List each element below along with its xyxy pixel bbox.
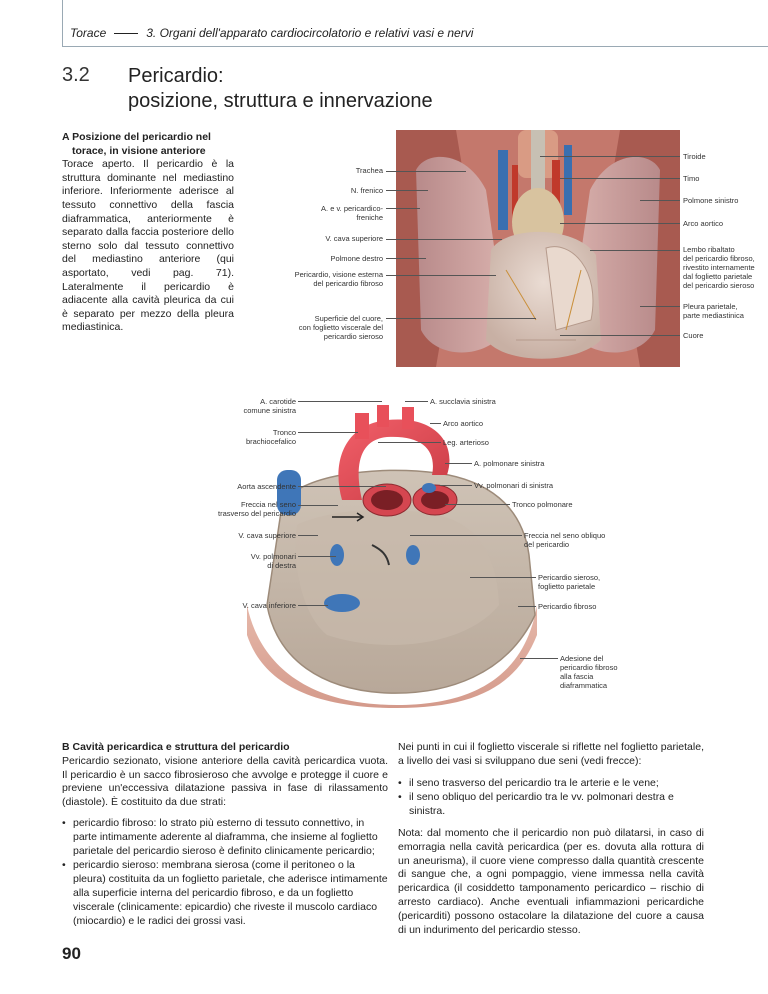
figure-a-caption — [62, 131, 234, 335]
label-heart-surface-visceral: Superficie del cuore, con foglietto viscerale del pericardio sieroso — [298, 314, 383, 341]
leader-thyroid — [540, 156, 680, 157]
leader-heart — [560, 335, 680, 336]
leader-fibrous-external — [386, 275, 496, 276]
leader-transverse-sinus — [298, 505, 338, 506]
leader-pulmonary-trunk — [445, 504, 510, 505]
section-title — [128, 64, 528, 114]
list-item: • pericardio sieroso: membrana sierosa (come il peritoneo o la pleura) costituita da un foglietto parietale, che aderisce intimamente alla superficie interna del pericardio fibroso, e da un foglietto viscerale (clinicamente: epicardio) che riveste il muscolo cardiaco (miocardio) e le radici dei grossi vasi. — [62, 859, 388, 928]
label-aortic-arch-a: Arco aortico — [683, 219, 724, 228]
label-brachiocephalic-trunk: Tronco brachiocefalico — [245, 428, 296, 446]
leader-aortic-arch-b — [430, 423, 441, 424]
label-fibrous-pericardium-external: Pericardio, visione esterna del pericardio fibroso — [294, 270, 383, 288]
leader-phrenic-nerve — [386, 190, 428, 191]
left-subclavian — [402, 407, 414, 429]
leader-ligamentum — [378, 442, 441, 443]
section-number: 3.2 — [62, 64, 90, 86]
figure-b-intro: Pericardio sezionato, visione anteriore della cavità pericardica vuota. Il pericardio è un sacco fibrosieroso che avvolge e protegge il cuore e previene un'eccessiva dilatazione passiva in fase di rilassamento (diastole). È costituito da due strati: — [62, 754, 388, 809]
label-left-pulmonary-veins: Vv. polmonari di sinistra — [474, 481, 554, 490]
label-aortic-arch-b: Arco aortico — [443, 419, 484, 428]
label-thymus: Timo — [683, 174, 700, 183]
figure-b-heading: B Cavità pericardica e struttura del pericardio — [62, 741, 290, 753]
leader-mediastinal-pleura — [640, 306, 680, 307]
figure-a-caption-heading-2: torace, in visione anteriore — [72, 144, 206, 157]
left-pulmonary-veins — [422, 483, 436, 493]
label-diaphragmatic-adhesion: Adesione del pericardio fibroso alla fascia diaframmatica — [560, 654, 618, 690]
leader-pericardiacophrenic — [386, 208, 420, 209]
clinical-note: Nota: dal momento che il pericardio non può dilatarsi, in caso di emorragia nella cavità pericardica (per es. dovuta alla rottura di un aneurisma), il cuore viene compresso dalla quantità crescente di sangue che, a ogni pompaggio, viene immessa nella cavità pericardica (il cosiddetto tamponamento pericardico – rischio di arresto cardiaco). Anche eventuali infiammazioni pericardiche (pericarditi) possono ostacolare la dilatazione del cuore a causa di un indurimento del pericardio stesso. — [398, 826, 704, 936]
leader-oblique-sinus — [410, 535, 522, 536]
leader-aortic-arch-a — [560, 223, 680, 224]
label-thyroid: Tiroide — [683, 152, 706, 161]
header-chapter: Torace — [70, 26, 107, 40]
header-section: 3. Organi dell'apparato cardiocircolatorio e relativi vasi e nervi — [146, 26, 474, 40]
header-rule-vertical — [62, 0, 63, 46]
leader-left-lung — [640, 200, 680, 201]
sinuses-text — [398, 741, 704, 937]
leader-left-pulmonary-artery — [445, 463, 472, 464]
figure-a-illustration — [396, 130, 680, 367]
label-left-pulmonary-artery: A. polmonare sinistra — [474, 459, 545, 468]
label-right-lung: Polmone destro — [330, 254, 383, 263]
label-inferior-vena-cava: V. cava inferiore — [242, 601, 296, 610]
label-ligamentum-arteriosum: Leg. arterioso — [443, 438, 489, 447]
figure-a-caption-text: Torace aperto. Il pericardio è la struttura dominante nel mediastino inferiore. Inferiormente aderisce al tessuto connettivo della fascia diaframmatica, anteriormente è separato dalla faccia posteriore dello sterno solo dal tessuto connettivo del mediastino anteriore (qui asportato, vedi pag. 71). Lateralmente il pericardio è adiacente alla cavità pleurica da cui è separato per mezzo della pleura mediastinica. — [62, 158, 234, 334]
sinuses-list — [398, 777, 704, 819]
figure-b-text — [62, 741, 388, 929]
inferior-vena-cava — [324, 594, 360, 612]
leader-left-common-carotid — [298, 401, 382, 402]
list-item: • il seno trasverso del pericardio tra le arterie e le vene; — [398, 777, 704, 791]
label-transverse-sinus-arrow: Freccia nel seno trasverso del pericardio — [218, 500, 296, 518]
leader-ivc — [298, 605, 328, 606]
list-item: • il seno obliquo del pericardio tra le vv. polmonari destra e sinistra. — [398, 791, 704, 819]
superior-vena-cava — [498, 150, 508, 230]
leader-svc-a — [386, 239, 502, 240]
leader-heart-surface — [386, 318, 536, 319]
running-header — [70, 26, 473, 40]
label-trachea: Trachea — [355, 166, 383, 175]
leader-fibrous-pericardium — [518, 606, 536, 607]
label-superior-vena-cava: V. cava superiore — [325, 234, 383, 243]
right-pulmonary-veins — [406, 545, 420, 565]
leader-trachea — [386, 171, 466, 172]
label-ascending-aorta: Aorta ascendente — [237, 482, 296, 491]
sinuses-intro: Nei punti in cui il foglietto viscerale si riflette nel foglietto parietale, a livello dei vasi si sviluppano due seni (vedi frecce): — [398, 741, 704, 767]
list-item: • pericardio fibroso: lo strato più esterno di tessuto connettivo, in parte intimamente aderente al diaframma, che insieme al foglietto parietale del pericardio sieroso è definito clinicamente pericardio; — [62, 817, 388, 858]
section-title-line1: Pericardio: — [128, 65, 224, 87]
label-oblique-sinus-arrow: Freccia nel seno obliquo del pericardio — [524, 531, 606, 549]
label-heart: Cuore — [683, 331, 704, 340]
leader-serous-parietal — [470, 577, 536, 578]
leader-brachiocephalic — [298, 432, 358, 433]
header-rule — [62, 46, 768, 47]
header-dash — [114, 33, 138, 34]
trachea — [531, 130, 545, 190]
brachiocephalic-trunk — [355, 413, 369, 439]
leader-left-pulmonary-veins — [440, 485, 472, 486]
label-phrenic-nerve: N. frenico — [350, 186, 383, 195]
left-common-carotid — [377, 405, 389, 427]
layers-list — [62, 817, 388, 928]
label-right-pulmonary-veins: Vv. polmonari di destra — [250, 552, 296, 570]
leader-right-pulm-veins — [298, 556, 336, 557]
leader-thymus — [560, 178, 680, 179]
figure-a-caption-heading: A Posizione del pericardio nel — [62, 131, 211, 143]
leader-right-lung — [386, 258, 426, 259]
thorax-illustration — [396, 130, 680, 367]
leader-ascending-aorta — [298, 486, 386, 487]
label-left-subclavian: A. succlavia sinistra — [430, 397, 496, 406]
page-number: 90 — [62, 944, 81, 963]
label-pericardiacophrenic-vessels: A. e v. pericardico- freniche — [321, 204, 383, 222]
label-superior-vena-cava-b: V. cava superiore — [238, 531, 296, 540]
leader-left-subclavian — [405, 401, 428, 402]
section-title-line2: posizione, struttura e innervazione — [128, 90, 433, 112]
label-left-common-carotid: A. carotide comune sinistra — [243, 397, 296, 415]
label-pulmonary-trunk: Tronco polmonare — [512, 500, 573, 509]
label-fibrous-pericardium: Pericardio fibroso — [538, 602, 597, 611]
label-left-lung: Polmone sinistro — [683, 196, 739, 205]
label-reflected-fibrous-flap: Lembo ribaltato del pericardio fibroso, rivestito internamente dal foglietto parietale del pericardio sieroso — [683, 245, 755, 290]
leader-reflected-flap — [590, 250, 680, 251]
leader-svc-b — [298, 535, 318, 536]
leader-diaphragmatic-adhesion — [520, 658, 558, 659]
label-mediastinal-pleura: Pleura parietale, parte mediastinica — [683, 302, 744, 320]
label-serous-parietal-layer: Pericardio sieroso, foglietto parietale — [538, 573, 601, 591]
